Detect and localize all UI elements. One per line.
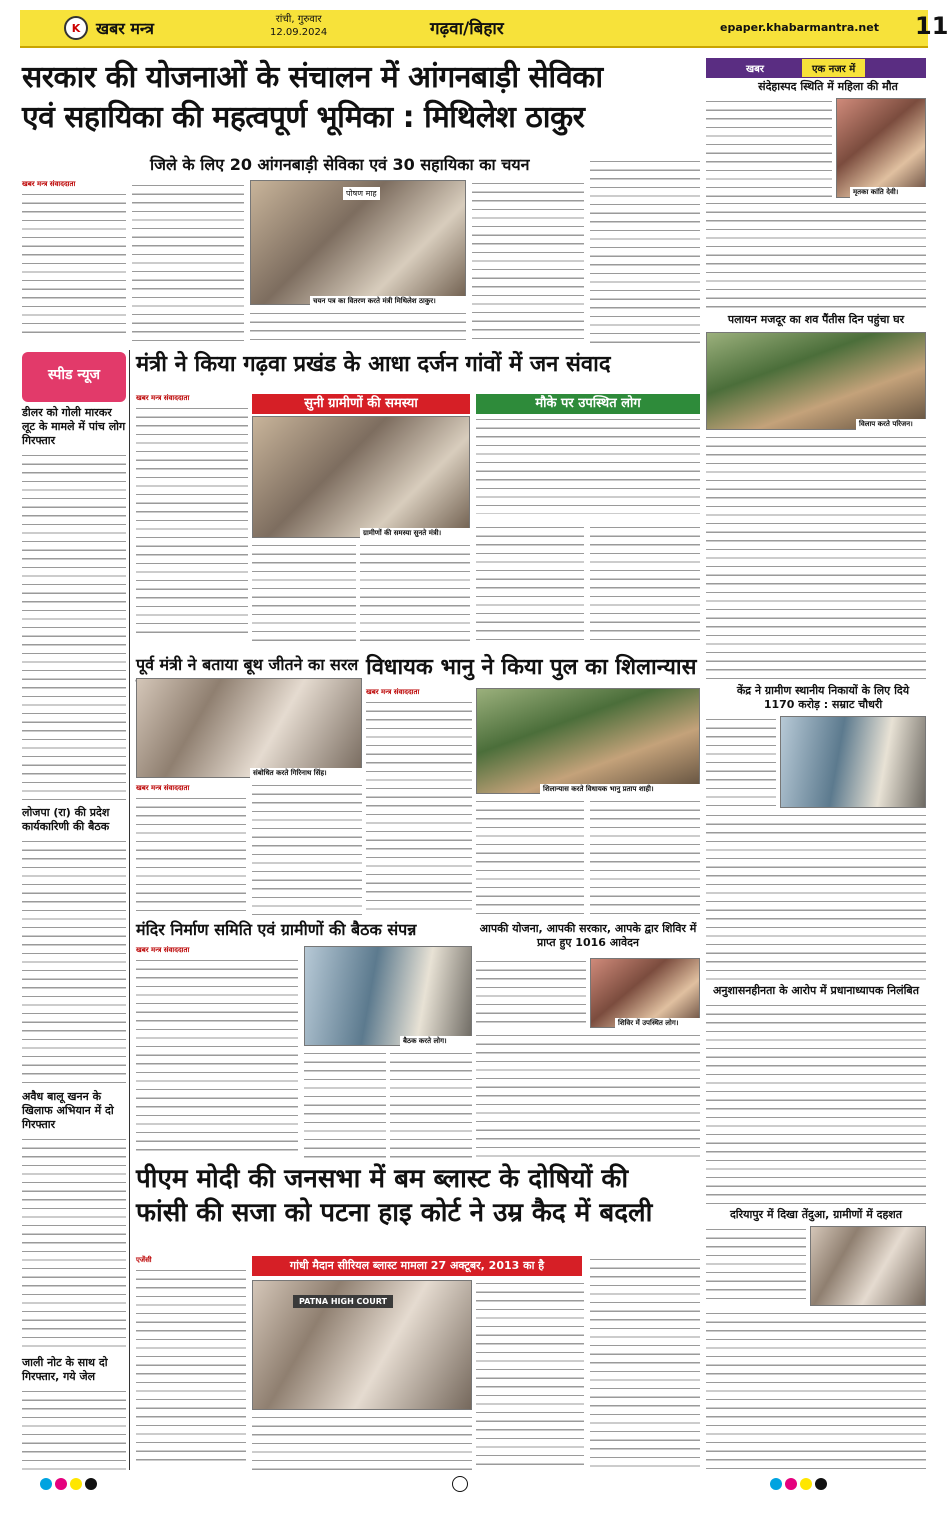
temple-headline: मंदिर निर्माण समिति एवं ग्रामीणों की बैठक संपन्न xyxy=(136,920,417,939)
brand-logo-icon: K xyxy=(64,16,88,40)
booth-byline: खबर मन्त्र संवाददाता xyxy=(136,784,190,792)
speed-story1-headline: डीलर को गोली मारकर लूट के मामले में पांच लोग गिरफ्तार xyxy=(22,406,126,447)
sidebar-story1-text-2 xyxy=(706,200,926,310)
sidebar-story2-caption: विलाप करते परिजन। xyxy=(856,419,926,430)
camp-photo-caption: शिविर में उपस्थित लोग। xyxy=(615,1018,700,1029)
janswad-bar-right: मौके पर उपस्थित लोग xyxy=(476,394,700,414)
sidebar-story1-headline: संदेहास्पद स्थिति में महिला की मौत xyxy=(758,80,898,93)
blast-byline: एजेंसी xyxy=(136,1256,152,1264)
speed-story2-headline: लोजपा (रा) की प्रदेश कार्यकारिणी की बैठक xyxy=(22,806,110,833)
booth-column-1 xyxy=(136,784,246,918)
sidebar-story1-photo xyxy=(836,98,926,198)
blast-subhead-bar: गांधी मैदान सीरियल ब्लास्ट मामला 27 अक्टूबर, 2013 का है xyxy=(252,1256,582,1276)
speed-story1-text xyxy=(22,452,126,804)
black-dot xyxy=(85,1478,97,1490)
sidebar-story3-text xyxy=(706,716,776,808)
sidebar-story4-headline: अनुशासनहीनता के आरोप में प्रधानाध्यापक निलंबित xyxy=(712,984,919,997)
lead-column-1 xyxy=(22,180,126,340)
bridge-byline: खबर मन्त्र संवाददाता xyxy=(366,688,420,696)
text-lines xyxy=(136,405,248,639)
text-lines xyxy=(366,699,472,915)
speed-story4-headline: जाली नोट के साथ दो गिरफ्तार, गये जेल xyxy=(22,1356,108,1383)
date-text: 12.09.2024 xyxy=(270,27,328,38)
sidebar-story4-text xyxy=(706,1002,926,1206)
speed-story3-headline: अवैध बालू खनन के खिलाफ अभियान में दो गिरफ्तार xyxy=(22,1090,114,1131)
temple-byline: खबर मन्त्र संवाददाता xyxy=(136,946,190,954)
sidebar-story3-photo xyxy=(780,716,926,808)
blast-column-1 xyxy=(136,1256,246,1470)
lead-photo xyxy=(250,180,466,305)
temple-photo xyxy=(304,946,472,1046)
sidebar-story1-text xyxy=(706,98,832,198)
janswad-column-2 xyxy=(252,542,356,642)
blast-column-3 xyxy=(476,1280,584,1470)
blast-column-4 xyxy=(590,1256,700,1470)
text-lines xyxy=(22,191,126,337)
cyan-dot xyxy=(770,1478,782,1490)
lead-column-3 xyxy=(250,310,466,344)
sidebar-story2-text xyxy=(706,434,926,684)
booth-column-2 xyxy=(252,782,362,918)
lead-photo-caption: चयन पत्र का वितरण करते मंत्री मिथिलेश ठाकुर। xyxy=(310,296,466,307)
booth-photo-caption: संबोधित करते गिरिनाथ सिंह। xyxy=(250,768,362,779)
yellow-dot xyxy=(70,1478,82,1490)
janswad-column-4 xyxy=(476,524,584,642)
issue-date xyxy=(270,13,327,39)
janswad-column-3 xyxy=(360,542,470,642)
sidebar-story5-photo xyxy=(810,1226,926,1306)
sidebar-tag-right: एक नजर में xyxy=(802,59,865,77)
lead-headline-line1: सरकार की योजनाओं के संचालन में आंगनबाड़ी सेविका xyxy=(22,60,603,95)
janswad-column-1 xyxy=(136,394,248,642)
blast-headline xyxy=(136,1162,700,1258)
bridge-column-1 xyxy=(366,688,472,918)
text-lines xyxy=(136,795,246,915)
court-sign-text: PATNA HIGH COURT xyxy=(293,1295,393,1308)
speed-story3-text xyxy=(22,1136,126,1354)
lead-subhead: जिले के लिए 20 आंगनबाड़ी सेविका एवं 30 सहायिका का चयन xyxy=(150,155,530,174)
text-lines xyxy=(136,957,298,1157)
bridge-headline: विधायक भानु ने किया पुल का शिलान्यास xyxy=(366,655,697,680)
sidebar-story2-photo xyxy=(706,332,926,430)
photo-sign-text: पोषण माह xyxy=(343,187,380,200)
lead-headline xyxy=(22,58,698,150)
color-registration-marks-left xyxy=(40,1478,97,1492)
brand-name: खबर मन्त्र xyxy=(96,19,154,38)
camp-column-1 xyxy=(476,958,586,1028)
page-number: 11 xyxy=(915,12,948,40)
lead-headline-line2: एवं सहायिका की महत्वपूर्ण भूमिका : मिथिलेश ठाकुर xyxy=(22,100,585,135)
sidebar-story5-text-2 xyxy=(706,1310,926,1470)
speed-story4-text xyxy=(22,1388,126,1470)
city-day: रांची, गुरुवार xyxy=(275,14,322,25)
camp-column-2 xyxy=(476,1032,700,1160)
booth-photo xyxy=(136,678,362,778)
magenta-dot xyxy=(785,1478,797,1490)
epaper-link[interactable]: epaper.khabarmantra.net xyxy=(720,21,879,34)
sidebar-story3-headline: केंद्र ने ग्रामीण स्थानीय निकायों के लिए दिये 1170 करोड़ : सम्राट चौधरी xyxy=(736,684,910,711)
temple-column-1 xyxy=(136,946,298,1160)
text-lines xyxy=(136,1267,246,1467)
bridge-photo-caption: शिलान्यास करते विधायक भानु प्रताप शाही। xyxy=(540,784,700,795)
black-dot xyxy=(815,1478,827,1490)
lead-column-4 xyxy=(472,180,584,344)
blast-headline-line2: फांसी की सजा को पटना हाइ कोर्ट ने उम्र कैद में बदली xyxy=(136,1198,653,1228)
yellow-dot xyxy=(800,1478,812,1490)
sidebar-story5-text xyxy=(706,1226,806,1306)
temple-column-3 xyxy=(390,1050,472,1160)
lead-column-2 xyxy=(132,182,244,342)
janswad-headline: मंत्री ने किया गढ़वा प्रखंड के आधा दर्जन गांवों में जन संवाद xyxy=(136,352,611,377)
cyan-dot xyxy=(40,1478,52,1490)
section-title: गढ़वा/बिहार xyxy=(430,19,504,39)
sidebar-story3-text-2 xyxy=(706,812,926,980)
bridge-column-2 xyxy=(476,798,584,918)
camp-headline: आपकी योजना, आपकी सरकार, आपके द्वार शिविर में प्राप्त हुए 1016 आवेदन xyxy=(479,922,697,949)
bridge-photo xyxy=(476,688,700,794)
blast-column-2 xyxy=(252,1414,472,1470)
lead-column-5 xyxy=(590,158,700,344)
speed-news-badge xyxy=(22,352,126,402)
janswad-bar-left: सुनी ग्रामीणों की समस्या xyxy=(252,394,470,414)
janswad-byline: खबर मन्त्र संवाददाता xyxy=(136,394,190,402)
sidebar-story1-caption: मृतका कांति देवी। xyxy=(850,187,926,198)
booth-headline: पूर्व मंत्री ने बताया बूथ जीतने का सरल xyxy=(136,655,359,674)
sidebar-story5-headline: दरियापुर में दिखा तेंदुआ, ग्रामीणों में दहशत xyxy=(729,1208,903,1221)
magenta-dot xyxy=(55,1478,67,1490)
blast-headline-line1: पीएम मोदी की जनसभा में बम ब्लास्ट के दोषियों की xyxy=(136,1164,629,1194)
blast-court-photo xyxy=(252,1280,472,1410)
sidebar-tag-left: खबर xyxy=(746,64,764,75)
lead-byline: खबर मन्त्र संवाददाता xyxy=(22,180,76,188)
janswad-photo-caption: ग्रामीणों की समस्या सुनते मंत्री। xyxy=(360,528,470,539)
crosshair-icon xyxy=(452,1476,468,1492)
masthead-bar xyxy=(20,10,948,48)
bridge-column-3 xyxy=(590,798,700,918)
temple-photo-caption: बैठक करते लोग। xyxy=(400,1036,472,1047)
speed-news-label: स्पीड न्यूज xyxy=(47,367,101,383)
janswad-attendees-text xyxy=(476,416,700,514)
temple-column-2 xyxy=(304,1050,386,1160)
janswad-column-5 xyxy=(590,524,700,642)
sidebar-tag-bar xyxy=(706,58,926,78)
janswad-photo xyxy=(252,416,470,538)
speed-story2-text xyxy=(22,838,126,1088)
sidebar-story2-headline: पलायन मजदूर का शव पैंतीस दिन पहुंचा घर xyxy=(727,313,905,326)
color-registration-marks-right xyxy=(770,1478,827,1492)
column-divider xyxy=(129,350,130,1470)
